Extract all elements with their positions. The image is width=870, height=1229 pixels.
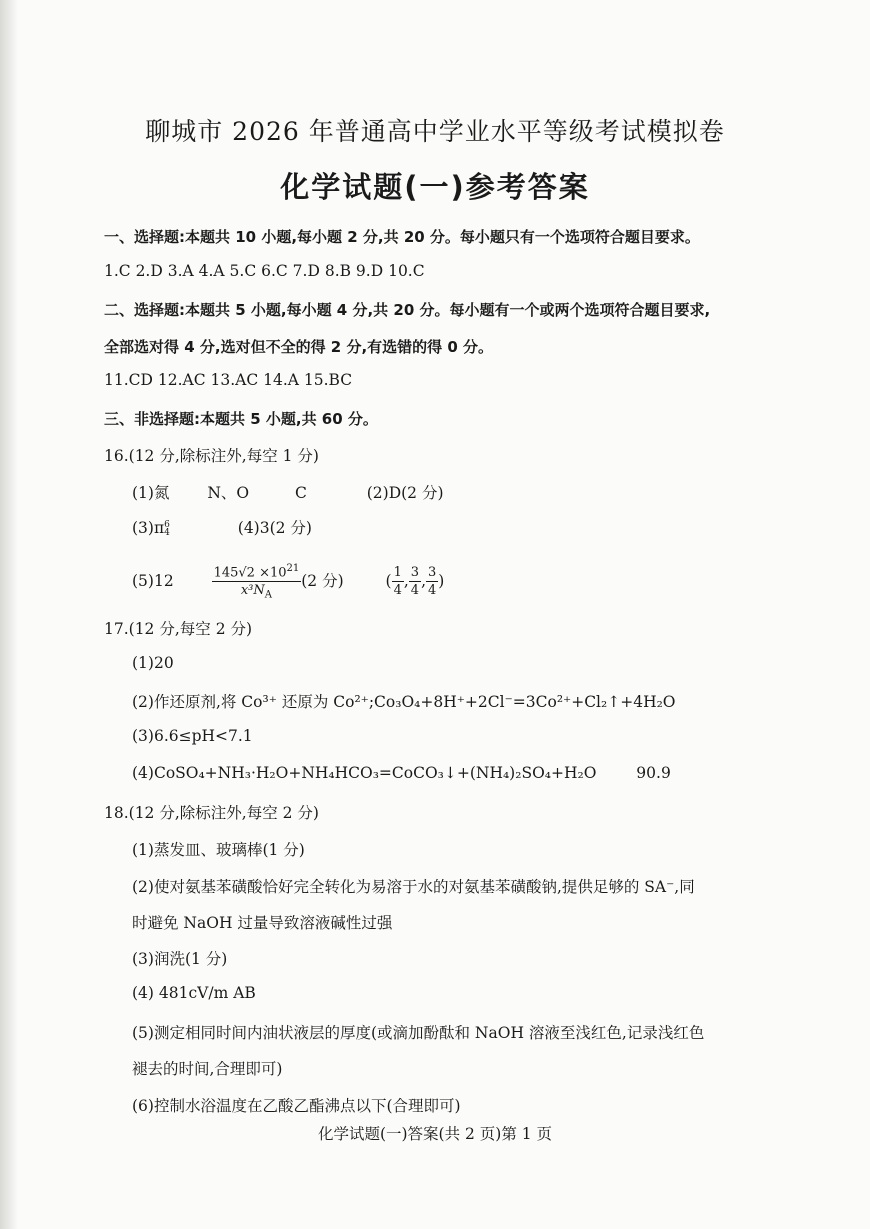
q16-a5-denominator-sub: A bbox=[264, 589, 272, 601]
q18-a2-line2: 时避免 NaOH 过量导致溶液碱性过强 bbox=[132, 914, 393, 932]
q16-answer-1 bbox=[132, 481, 444, 503]
q16-coord-y: 3 bbox=[410, 565, 420, 581]
q17-a3: (3)6.6≤pH<7.1 bbox=[132, 727, 253, 745]
section1-answers: 1.C 2.D 3.A 4.A 5.C 6.C 7.D 8.B 9.D 10.C bbox=[104, 262, 425, 280]
section1-header: 一、选择题:本题共 10 小题,每小题 2 分,共 20 分。每小题只有一个选项符合题目要求。 bbox=[104, 228, 700, 246]
q16-a5-coordinates: ( $\frac{1}{4}$ , $\frac{3}{4}$ , $\frac{3}{4}$ ) bbox=[385, 565, 445, 599]
q18-a3: (3)润洗(1 分) bbox=[132, 950, 228, 968]
q18-a6: (6)控制水浴温度在乙酸乙酯沸点以下(合理即可) bbox=[132, 1097, 461, 1115]
q17-answer-4 bbox=[132, 764, 671, 782]
q18-a2-line1: (2)使对氨基苯磺酸恰好完全转化为易溶于水的对氨基苯磺酸钠,提供足够的 SA⁻,同 bbox=[132, 878, 695, 896]
q17-header: 17.(12 分,每空 2 分) bbox=[104, 620, 253, 638]
answer-key-subtitle: 化学试题(一)参考答案 bbox=[280, 170, 590, 204]
q18-a1: (1)蒸发皿、玻璃棒(1 分) bbox=[132, 841, 305, 859]
q17-a4-value: 90.9 bbox=[636, 764, 671, 782]
q16-a1b: N、O bbox=[207, 484, 250, 502]
q16-coord-z: 3 bbox=[428, 565, 437, 581]
q17-a1: (1)20 bbox=[132, 654, 174, 672]
q16-a5-fraction bbox=[212, 560, 302, 604]
q17-a4: (4)CoSO₄+NH₃·H₂O+NH₄HCO₃=CoCO₃↓+(NH₄)₂SO₄+H₂O bbox=[132, 764, 597, 782]
q16-a5-numerator-exp: 21 bbox=[286, 563, 300, 574]
q16-a1: (1)氮 bbox=[132, 484, 170, 502]
q16-coord-x: 1 bbox=[393, 565, 402, 581]
q16-a5-score: (2 分) bbox=[301, 571, 344, 590]
q16-a5: (5)12 bbox=[132, 571, 174, 590]
q16-a1c: C bbox=[295, 484, 307, 502]
q16-a2: (2)D(2 分) bbox=[366, 484, 444, 502]
q18-a5-line1: (5)测定相同时间内油状液层的厚度(或滴加酚酞和 NaOH 溶液至浅红色,记录浅红色 bbox=[132, 1024, 705, 1042]
section2-header-line1: 二、选择题:本题共 5 小题,每小题 4 分,共 20 分。每小题有一个或两个选项符合题目要求, bbox=[104, 301, 711, 319]
q16-a5-numerator: 145√2 ×10 bbox=[213, 565, 287, 581]
q16-a3-sup: 6 bbox=[164, 520, 170, 530]
section3-header: 三、非选择题:本题共 5 小题,共 60 分。 bbox=[104, 410, 378, 428]
section2-header-line2: 全部选对得 4 分,选对但不全的得 2 分,有选错的得 0 分。 bbox=[104, 338, 494, 356]
q16-coord-z-den: 4 bbox=[428, 583, 437, 599]
exam-title: 聊城市 2026 年普通高中学业水平等级考试模拟卷 bbox=[145, 117, 725, 146]
q16-coord-y-den: 4 bbox=[410, 583, 420, 599]
q18-a5-line2: 褪去的时间,合理即可) bbox=[132, 1060, 283, 1078]
section2-answers: 11.CD 12.AC 13.AC 14.A 15.BC bbox=[104, 371, 353, 389]
q18-a4: (4) 481cV/m AB bbox=[132, 984, 256, 1002]
page-footer: 化学试题(一)答案(共 2 页)第 1 页 bbox=[317, 1125, 553, 1143]
q16-a5-denominator: x³N bbox=[240, 583, 265, 599]
q16-answer-3 bbox=[132, 516, 312, 538]
q16-a4: (4)3(2 分) bbox=[237, 519, 312, 537]
q16-header: 16.(12 分,除标注外,每空 1 分) bbox=[104, 447, 319, 465]
q16-a3-prefix: (3)π bbox=[132, 519, 165, 537]
q16-a3-sub: 4 bbox=[164, 528, 170, 538]
q16-coord-x-den: 4 bbox=[393, 583, 402, 599]
q16-answer-5 bbox=[132, 560, 444, 604]
q18-header: 18.(12 分,除标注外,每空 2 分) bbox=[104, 804, 319, 822]
q17-a2: (2)作还原剂,将 Co³⁺ 还原为 Co²⁺;Co₃O₄+8H⁺+2Cl⁻=3Co²⁺+Cl₂↑+4H₂O bbox=[132, 693, 676, 711]
